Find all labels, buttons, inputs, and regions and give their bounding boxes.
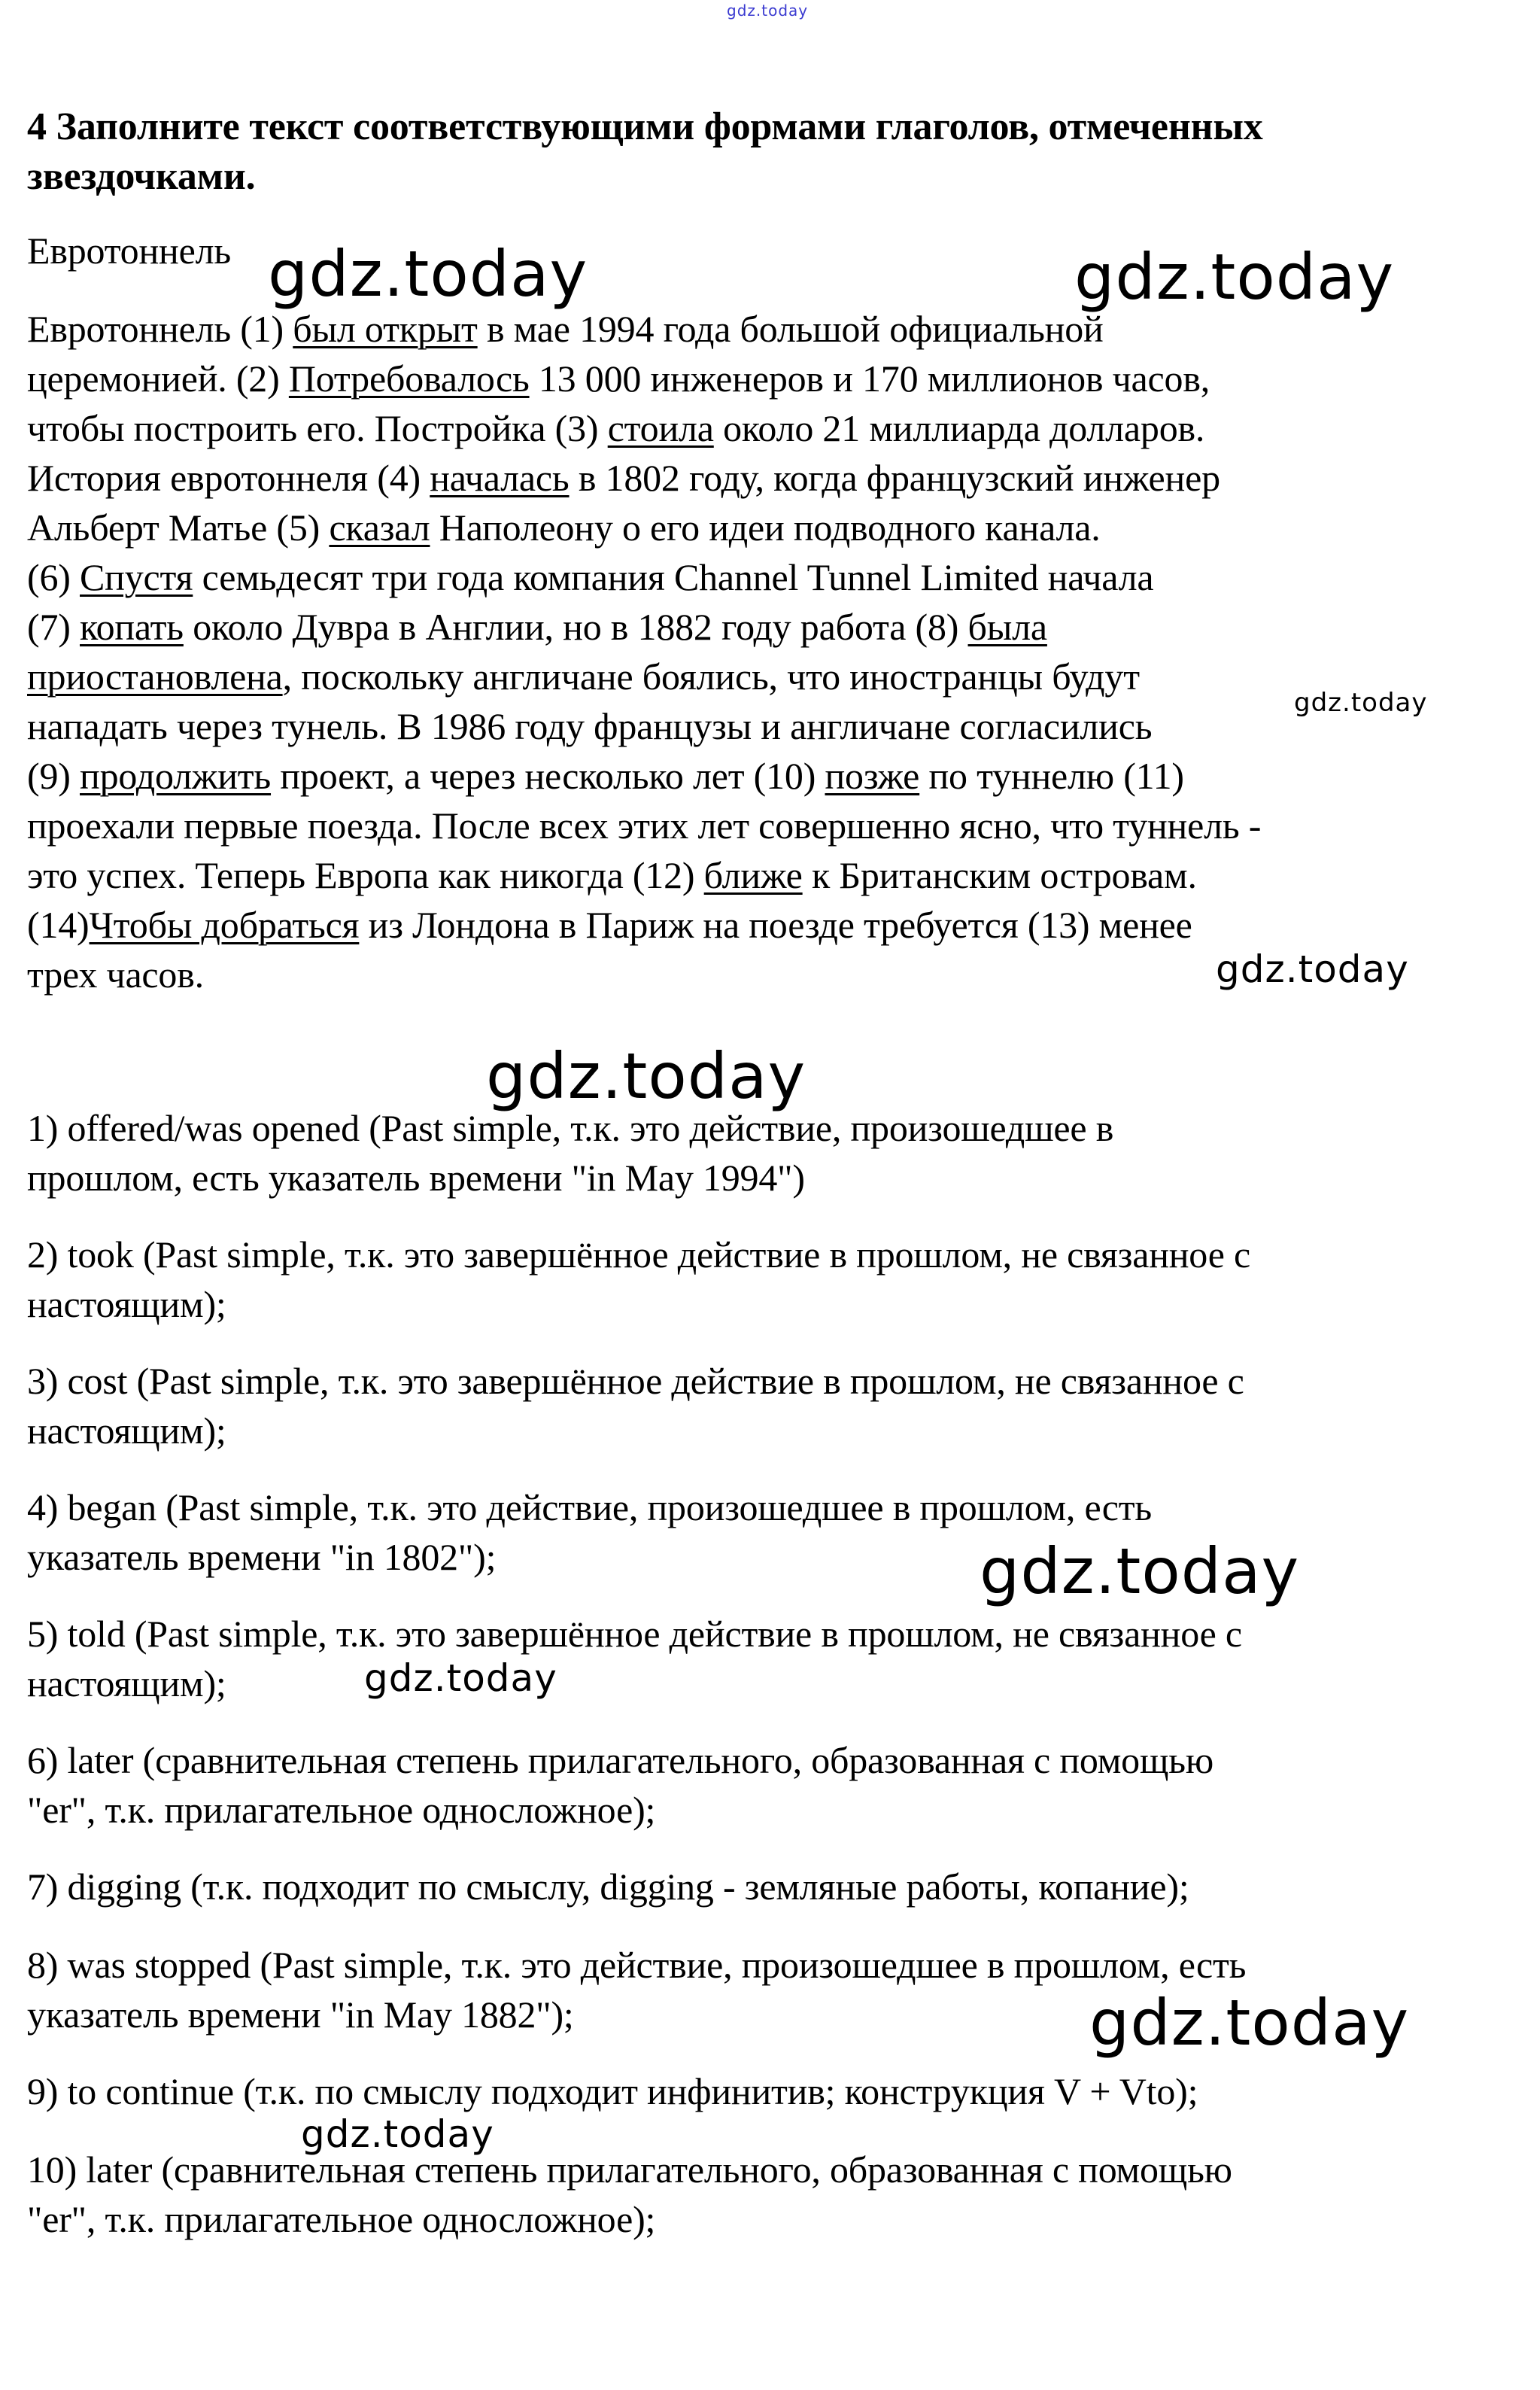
text: семьдесят три года компания Channel Tunnel Limited начала xyxy=(193,556,1154,598)
passage-line-5 xyxy=(27,503,1101,552)
task-heading-line-1: 4 Заполните текст соответствующими формами глаголов, отмеченных xyxy=(27,105,1263,148)
underlined-answer: ближе xyxy=(703,854,803,896)
text: в мае 1994 года большой официальной xyxy=(477,308,1104,350)
watermark: gdz.today xyxy=(364,1656,557,1700)
passage-line-14: трех часов. xyxy=(27,953,204,996)
watermark: gdz.today xyxy=(1089,1986,1410,2060)
text: История евротоннеля (4) xyxy=(27,457,430,499)
watermark: gdz.today xyxy=(1216,947,1409,991)
text: (6) xyxy=(27,556,80,598)
passage-line-4 xyxy=(27,453,1220,503)
text: , поскольку англичане боялись, что иностранцы будут xyxy=(282,655,1140,698)
underlined-answer: продолжить xyxy=(80,755,272,797)
watermark: gdz.today xyxy=(301,2112,494,2156)
text: Альберт Матье (5) xyxy=(27,506,330,549)
text: церемонией. (2) xyxy=(27,357,289,400)
text: (14) xyxy=(27,904,90,946)
answer-6-line-1: 6) later (сравнительная степень прилагательного, образованная с помощью xyxy=(27,1739,1214,1781)
passage-line-2 xyxy=(27,354,1210,403)
watermark: gdz.today xyxy=(268,237,588,311)
underlined-answer: началась xyxy=(430,457,570,499)
text: Наполеону о его идеи подводного канала. xyxy=(430,506,1101,549)
answer-8-line-1: 8) was stopped (Past simple, т.к. это действие, произошедшее в прошлом, есть xyxy=(27,1944,1247,1986)
text: Евротоннель (1) xyxy=(27,308,293,350)
text: чтобы построить его. Постройка (3) xyxy=(27,407,608,449)
header-watermark: gdz.today xyxy=(727,2,809,20)
underlined-answer: была xyxy=(967,606,1047,648)
text: по туннелю (11) xyxy=(919,755,1184,797)
answer-5-line-2: настоящим); xyxy=(27,1662,226,1704)
watermark: gdz.today xyxy=(1074,240,1395,314)
answer-1-line-1: 1) offered/was opened (Past simple, т.к. это действие, произошедшее в xyxy=(27,1107,1114,1149)
passage-line-11: проехали первые поезда. После всех этих лет совершенно ясно, что туннель - xyxy=(27,804,1262,847)
answer-8-line-2: указатель времени "in May 1882"); xyxy=(27,1993,574,2036)
answer-5-line-1: 5) told (Past simple, т.к. это завершённое действие в прошлом, не связанное с xyxy=(27,1613,1242,1655)
passage-line-13 xyxy=(27,900,1192,950)
passage-title: Евротоннель xyxy=(27,230,231,272)
underlined-answer: копать xyxy=(80,606,184,648)
passage-line-10 xyxy=(27,751,1184,801)
answer-10-line-2: "er", т.к. прилагательное односложное); xyxy=(27,2198,656,2240)
text: из Лондона в Париж на поезде требуется (13) менее xyxy=(359,904,1192,946)
watermark: gdz.today xyxy=(486,1039,806,1113)
text: в 1802 году, когда французский инженер xyxy=(569,457,1220,499)
watermark: gdz.today xyxy=(1294,688,1428,718)
answer-4-line-2: указатель времени "in 1802"); xyxy=(27,1536,497,1578)
text: к Британским островам. xyxy=(802,854,1197,896)
text: 13 000 инженеров и 170 миллионов часов, xyxy=(529,357,1210,400)
underlined-answer: Чтобы добраться xyxy=(89,904,360,946)
underlined-answer: приостановлена xyxy=(27,655,283,698)
underlined-answer: Потребовалось xyxy=(288,357,530,400)
underlined-answer: был открыт xyxy=(293,308,478,350)
passage-line-12 xyxy=(27,850,1197,900)
answer-3-line-2: настоящим); xyxy=(27,1409,226,1452)
passage-line-1 xyxy=(27,304,1104,354)
underlined-answer: сказал xyxy=(329,506,430,549)
answer-1-line-2: прошлом, есть указатель времени "in May 1994") xyxy=(27,1157,805,1199)
text: (7) xyxy=(27,606,80,648)
answer-10-line-1: 10) later (сравнительная степень прилагательного, образованная с помощью xyxy=(27,2148,1232,2191)
text: проект, а через несколько лет (10) xyxy=(271,755,825,797)
text: около Дувра в Англии, но в 1882 году работа (8) xyxy=(183,606,968,648)
passage-line-7 xyxy=(27,602,1047,652)
passage-line-9: нападать через тунель. В 1986 году французы и англичане согласились xyxy=(27,705,1153,747)
underlined-answer: стоила xyxy=(607,407,714,449)
underlined-answer: позже xyxy=(825,755,920,797)
answer-6-line-2: "er", т.к. прилагательное односложное); xyxy=(27,1789,656,1831)
passage-line-3 xyxy=(27,403,1204,453)
answer-2-line-1: 2) took (Past simple, т.к. это завершённое действие в прошлом, не связанное с xyxy=(27,1233,1251,1276)
watermark: gdz.today xyxy=(980,1534,1300,1608)
answer-3-line-1: 3) cost (Past simple, т.к. это завершённое действие в прошлом, не связанное с xyxy=(27,1360,1244,1402)
answer-9-line-1: 9) to continue (т.к. по смыслу подходит инфинитив; конструкция V + Vto); xyxy=(27,2070,1198,2112)
text: (9) xyxy=(27,755,80,797)
answer-7-line-1: 7) digging (т.к. подходит по смыслу, digging - земляные работы, копание); xyxy=(27,1865,1189,1908)
passage-line-8 xyxy=(27,652,1140,701)
text: это успех. Теперь Европа как никогда (12) xyxy=(27,854,704,896)
answer-4-line-1: 4) began (Past simple, т.к. это действие, произошедшее в прошлом, есть xyxy=(27,1486,1153,1528)
passage-line-6 xyxy=(27,552,1153,602)
answer-2-line-2: настоящим); xyxy=(27,1283,226,1325)
task-heading-line-2: звездочками. xyxy=(27,155,256,198)
underlined-answer: Спустя xyxy=(80,556,193,598)
text: около 21 миллиарда долларов. xyxy=(713,407,1205,449)
